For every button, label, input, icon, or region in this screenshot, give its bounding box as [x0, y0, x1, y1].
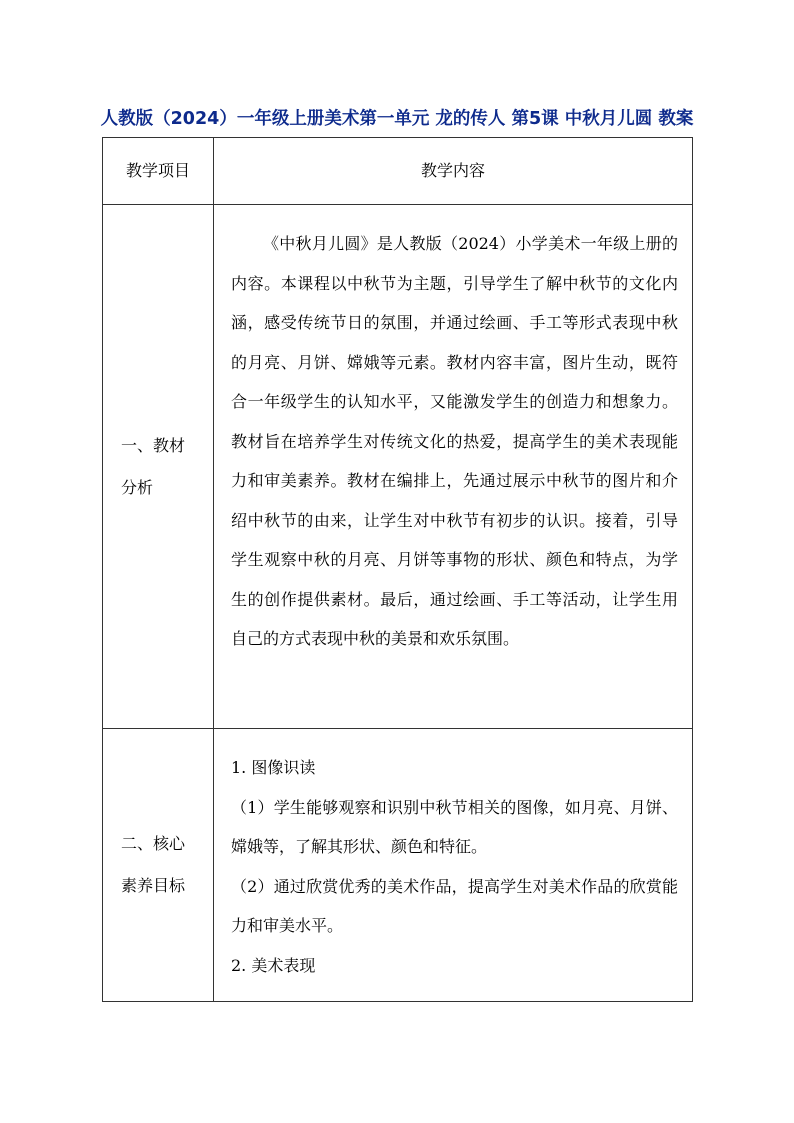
lesson-plan-table: [102, 137, 693, 1002]
table-row: [103, 729, 693, 1002]
content-heading-image-reading: 1. 图像识读: [231, 758, 316, 777]
row-content-core-literacy-goals: [214, 729, 693, 1002]
content-paragraph: （1）学生能够观察和识别中秋节相关的图像，如月亮、月饼、嫦娥等，了解其形状、颜色和特征。: [231, 797, 678, 856]
content-paragraph: 《中秋月儿圆》是人教版（2024）小学美术一年级上册的内容。本课程以中秋节为主题，引导学生了解中秋节的文化内涵，感受传统节日的氛围，并通过绘画、手工等形式表现中秋的月亮、月饼、嫦娥等元素。教材内容丰富，图片生动，既符合一年级学生的认知水平，又能激发学生的创造力和想象力。教材旨在培养学生对传统文化的热爱，提高学生的美术表现能力和审美素养。教材在编排上，先通过展示中秋节的图片和介绍中秋节的由来，让学生对中秋节有初步的认识。接着，引导学生观察中秋的月亮、月饼等事物的形状、颜色和特点，为学生的创作提供素材。最后，通过绘画、手工等活动，让学生用自己的方式表现中秋的美景和欢乐氛围。: [231, 234, 678, 648]
header-teaching-content: 教学内容: [214, 138, 693, 205]
content-paragraph: （2）通过欣赏优秀的美术作品，提高学生对美术作品的欣赏能力和审美水平。: [231, 876, 678, 935]
row-label-core-literacy-goals: 二、核心素养目标: [103, 729, 214, 1002]
content-heading-art-expression: 2. 美术表现: [231, 955, 316, 975]
table-row: [103, 205, 693, 729]
table-header-row: [103, 138, 693, 205]
document-title: 人教版（2024）一年级上册美术第一单元 龙的传人 第5课 中秋月儿圆 教案: [100, 109, 694, 129]
row-content-material-analysis: [214, 205, 693, 729]
header-teaching-item: 教学项目: [103, 138, 214, 205]
row-label-material-analysis: 一、教材分析: [103, 205, 214, 729]
